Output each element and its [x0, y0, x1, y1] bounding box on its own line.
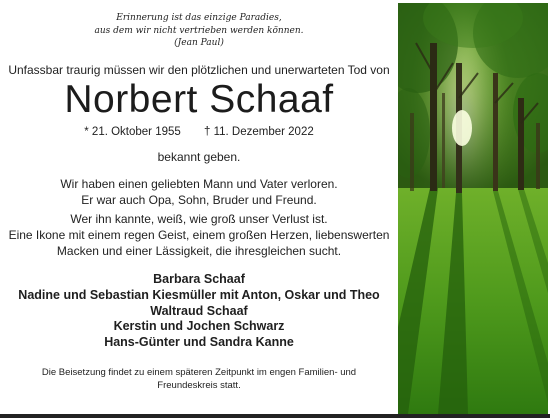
- intro-text: Unfassbar traurig müssen wir den plötzlichen und unerwarteten Tod von: [8, 63, 390, 77]
- mourner-name: Waltraud Schaaf: [150, 303, 248, 318]
- deceased-name: Norbert Schaaf: [64, 78, 334, 121]
- death-date: † 11. Dezember 2022: [204, 126, 314, 138]
- life-dates: [0, 126, 398, 138]
- tribute-line: Eine Ikone mit einem regen Geist, einem großen Herzen, liebenswerten: [8, 228, 390, 242]
- funeral-note: [0, 366, 398, 392]
- tribute-paragraph-2: [0, 211, 398, 259]
- mourner-name: Hans-Günter und Sandra Kanne: [104, 335, 294, 350]
- tribute-line: Er war auch Opa, Sohn, Bruder und Freund.: [81, 193, 317, 207]
- mourner-name: Barbara Schaaf: [153, 272, 245, 286]
- park-trees-image: [398, 3, 548, 414]
- quote-line: aus dem wir nicht vertrieben werden können.: [94, 25, 304, 36]
- tribute-line: Wir haben einen geliebten Mann und Vater verloren.: [60, 177, 338, 191]
- mourner-name: Nadine und Sebastian Kiesmüller mit Anton, Oskar und Theo: [18, 287, 380, 302]
- funeral-note-line: Freundeskreis statt.: [157, 380, 241, 391]
- quote-author: (Jean Paul): [174, 38, 224, 48]
- quote-line: Erinnerung ist das einzige Paradies,: [116, 13, 282, 23]
- epigraph-quote: [0, 12, 398, 50]
- tribute-line: Wer ihn kannte, weiß, wie groß unser Verlust ist.: [70, 212, 328, 226]
- mourners-list: [0, 272, 398, 351]
- birth-date: * 21. Oktober 1955: [84, 126, 181, 138]
- funeral-note-line: Die Beisetzung findet zu einem späteren Zeitpunkt im engen Familien- und: [41, 367, 357, 378]
- park-trees-photo: [398, 3, 548, 414]
- mourner-name: Kerstin und Jochen Schwarz: [113, 319, 285, 334]
- announce-text: bekannt geben.: [157, 150, 241, 164]
- tribute-paragraph-1: [0, 176, 398, 208]
- tribute-line: Macken und einer Lässigkeit, die ihresgleichen sucht.: [56, 244, 342, 258]
